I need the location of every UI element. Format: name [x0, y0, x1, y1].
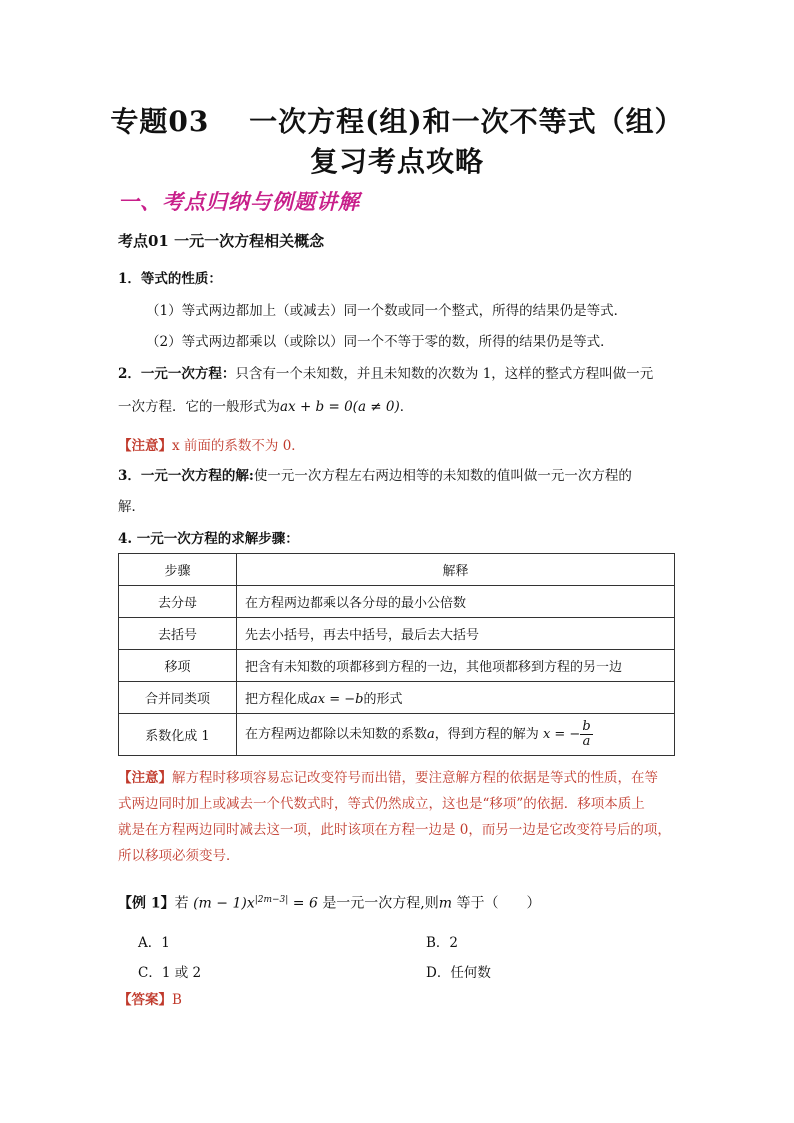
note2-line2: 式两边同时加上或减去一个代数式时，等式仍然成立，这也是“移项”的依据．移项本质上 — [118, 796, 645, 812]
option-b: B．2 — [426, 935, 459, 951]
table-cell-step: 去括号 — [119, 618, 237, 650]
option-c: C．1 或 2 — [138, 965, 202, 981]
table-cell-step: 移项 — [119, 650, 237, 682]
title-line-2: 复习考点攻略 — [309, 145, 484, 178]
solution-fraction — [580, 720, 592, 749]
item2-end: ． — [399, 399, 414, 415]
table-cell-step: 系数化成 1 — [119, 714, 237, 756]
steps-table — [118, 553, 675, 756]
table-row — [119, 650, 675, 682]
title-line-1: 专题03 一次方程(组)和一次不等式（组） — [110, 105, 684, 138]
note1-label: 【注意】 — [118, 438, 172, 454]
kaodian-heading: 考点01 一元一次方程相关概念 — [118, 232, 325, 250]
table-cell-desc: 把含有未知数的项都移到方程的一边，其他项都移到方程的另一边 — [237, 650, 675, 682]
example-1 — [118, 891, 678, 913]
item2-text1: 只含有一个未知数，并且未知数的次数为 1，这样的整式方程叫做一元 — [235, 366, 654, 382]
answer — [118, 991, 678, 1009]
table-cell-step: 合并同类项 — [119, 682, 237, 714]
item2-line2 — [118, 398, 678, 416]
example-pre: 若 — [174, 895, 189, 912]
table-formula: ax = −b — [310, 692, 364, 707]
item1-point2: （2）等式两边都乘以（或除以）同一个不等于零的数，所得的结果仍是等式． — [146, 334, 614, 350]
table-row — [119, 682, 675, 714]
note2-line3: 就是在方程两边同时减去这一项，此时该项在方程一边是 0，而另一边是它改变符号后的项， — [118, 822, 671, 838]
example-formula-rest: = 6 — [288, 895, 318, 912]
solution-prefix: x = − — [542, 727, 581, 742]
item3-label: 3．一元一次方程的解: — [118, 468, 254, 484]
option-d: D．任何数 — [426, 965, 491, 981]
table-row — [119, 618, 675, 650]
example-formula-base: (m − 1)x — [193, 895, 255, 912]
item2-label: 2．一元一次方程： — [118, 366, 236, 382]
example-post: 是一元一次方程,则 — [322, 895, 439, 912]
example-formula-exponent: |2m−3| — [254, 895, 289, 905]
example-var: m — [438, 895, 453, 912]
table-row — [119, 714, 675, 756]
table-row — [119, 586, 675, 618]
table-desc-text: 把方程化成 — [245, 692, 311, 707]
section-heading: 一、考点归纳与例题讲解 — [118, 190, 360, 214]
example-post2: 等于（ ） — [452, 895, 541, 912]
note2-label: 【注意】 — [118, 770, 172, 786]
item3-line1 — [118, 467, 678, 485]
table-coef: a — [427, 727, 435, 742]
table-cell-desc: 先去小括号，再去中括号，最后去大括号 — [237, 618, 675, 650]
item1-point1: （1）等式两边都加上（或减去）同一个数或同一个整式，所得的结果仍是等式． — [146, 303, 628, 319]
table-desc-text: 在方程两边都除以未知数的系数 — [245, 727, 428, 742]
note1 — [118, 437, 678, 455]
table-desc-mid: ，得到方程的解为 — [434, 727, 539, 742]
answer-label: 【答案】 — [118, 992, 172, 1008]
note2-line4: 所以移项必须变号． — [118, 848, 240, 864]
option-a: A．1 — [138, 935, 170, 951]
fraction-denominator: a — [582, 734, 591, 749]
table-header-step: 步骤 — [119, 554, 237, 586]
general-form-formula: ax + b = 0(a ≠ 0) — [280, 399, 400, 415]
table-cell-desc: 在方程两边都乘以各分母的最小公倍数 — [237, 586, 675, 618]
item2-text2: 一次方程．它的一般形式为 — [118, 399, 280, 415]
table-cell-step: 去分母 — [119, 586, 237, 618]
item1-heading: 1．等式的性质： — [118, 271, 222, 287]
table-header-row — [119, 554, 675, 586]
item3-line2: 解． — [118, 499, 145, 515]
table-header-desc: 解释 — [237, 554, 675, 586]
item4-heading: 4. 一元一次方程的求解步骤： — [118, 531, 299, 547]
table-desc-end: 的形式 — [363, 692, 403, 707]
fraction-numerator: b — [582, 719, 591, 734]
example-label: 【例 1】 — [118, 895, 175, 912]
table-cell-desc — [237, 682, 675, 714]
item2-line1 — [118, 365, 678, 383]
answer-value: B — [172, 992, 182, 1008]
item3-text1: 使一元一次方程左右两边相等的未知数的值叫做一元一次方程的 — [253, 468, 632, 484]
table-cell-desc — [237, 714, 675, 756]
note1-text: x 前面的系数不为 0． — [172, 438, 305, 454]
note2-line1: 解方程时移项容易忘记改变符号而出错，要注意解方程的依据是等式的性质，在等 — [172, 770, 658, 786]
note2 — [118, 765, 678, 869]
